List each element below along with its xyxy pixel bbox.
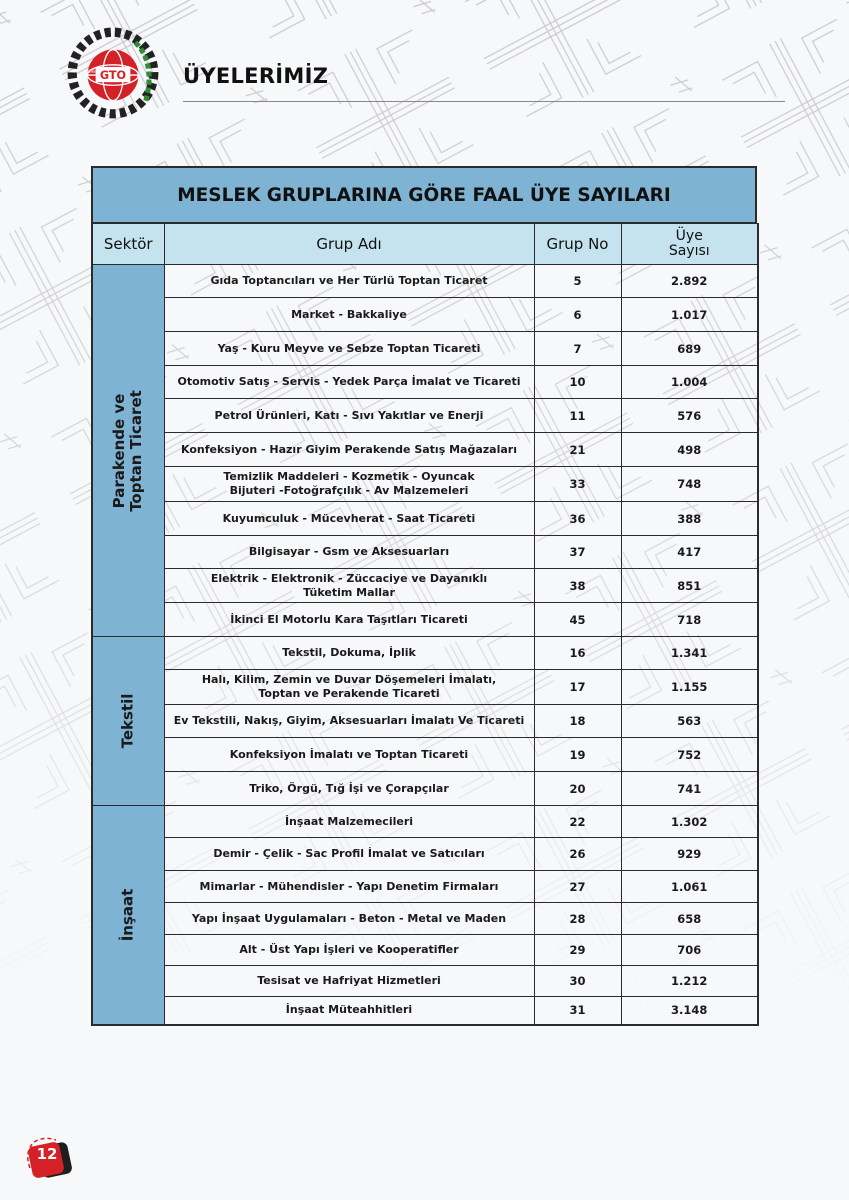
group-name-cell — [164, 603, 534, 637]
group-no-cell: 19 — [534, 738, 621, 772]
group-name-cell — [164, 838, 534, 871]
column-header-group-name: Grup Adı — [164, 224, 534, 265]
group-name-cell — [164, 637, 534, 670]
table-row — [92, 502, 758, 536]
group-name: Kuyumculuk - Mücevherat - Saat Ticareti — [222, 511, 476, 525]
table-row — [92, 569, 758, 603]
member-count-header-line1: Üye — [675, 228, 703, 244]
group-name: Tesisat ve Hafriyat Hizmetleri — [257, 974, 441, 987]
member-count-cell: 388 — [621, 502, 758, 536]
group-name-line2: Tüketim Mallar — [303, 585, 395, 599]
group-name-cell — [164, 966, 534, 997]
group-name: Demir - Çelik - Sac Profil İmalat ve Satıcıları — [213, 847, 485, 860]
group-no-cell: 30 — [534, 966, 621, 997]
group-no-cell: 45 — [534, 603, 621, 637]
group-no-cell: 10 — [534, 366, 621, 399]
member-count-cell: 706 — [621, 935, 758, 966]
group-no-cell: 29 — [534, 935, 621, 966]
group-name: Yaş - Kuru Meyve ve Sebze Toptan Ticareti — [217, 341, 481, 355]
group-name-cell — [164, 298, 534, 332]
group-no-cell: 7 — [534, 332, 621, 366]
group-name: İnşaat Müteahhitleri — [285, 1003, 413, 1017]
page-title: ÜYELERİMİZ — [183, 64, 329, 88]
group-name: Triko, Örgü, Tığ İşi ve Çorapçılar — [249, 781, 449, 795]
group-no-cell: 28 — [534, 903, 621, 935]
member-count-cell: 741 — [621, 772, 758, 806]
group-no-cell: 18 — [534, 705, 621, 738]
member-count-cell: 563 — [621, 705, 758, 738]
table-row — [92, 467, 758, 502]
group-name: İkinci El Motorlu Kara Taşıtları Ticareti — [230, 612, 468, 626]
member-count-cell: 1.341 — [621, 637, 758, 670]
group-name: Konfeksiyon - Hazır Giyim Perakende Satış Mağazaları — [181, 442, 517, 456]
group-name-cell — [164, 871, 534, 903]
group-name: İnşaat Malzemecileri — [284, 814, 414, 828]
member-count-header-line2: Sayısı — [668, 243, 710, 259]
member-count-cell: 1.155 — [621, 670, 758, 705]
member-count-cell: 1.017 — [621, 298, 758, 332]
table-row — [92, 399, 758, 433]
group-name-cell — [164, 399, 534, 433]
member-count-cell: 929 — [621, 838, 758, 871]
member-count-cell: 718 — [621, 603, 758, 637]
page-number: 12 — [36, 1145, 58, 1163]
group-no-cell: 17 — [534, 670, 621, 705]
table-header-row — [92, 224, 758, 265]
group-name: Temizlik Maddeleri - Kozmetik - Oyuncak — [223, 470, 475, 483]
sector-cell — [92, 265, 164, 637]
column-header-group-no: Grup No — [534, 224, 621, 265]
table-row — [92, 670, 758, 705]
group-name: Petrol Ürünleri, Katı - Sıvı Yakıtlar ve Enerji — [214, 408, 484, 422]
group-no-cell: 5 — [534, 265, 621, 298]
group-name: Halı, Kilim, Zemin ve Duvar Döşemeleri İmalatı, — [201, 673, 497, 686]
group-name: Elektrik - Elektronik - Züccaciye ve Dayanıklı — [210, 571, 488, 585]
sector-label-line1: Tekstil — [118, 693, 137, 749]
table-row — [92, 705, 758, 738]
group-name: Konfeksiyon İmalatı ve Toptan Ticareti — [229, 747, 469, 761]
group-no-cell: 26 — [534, 838, 621, 871]
sector-cell — [92, 637, 164, 806]
group-name: Market - Bakkaliye — [291, 307, 407, 321]
group-name: Mimarlar - Mühendisler - Yapı Denetim Firmaları — [199, 879, 499, 893]
sector-label — [120, 888, 137, 941]
sector-label-line1: Parakende ve — [110, 393, 129, 508]
member-count-cell: 851 — [621, 569, 758, 603]
member-count-cell: 1.061 — [621, 871, 758, 903]
sector-label-line1: İnşaat — [118, 888, 137, 942]
group-name-cell — [164, 705, 534, 738]
group-name-cell — [164, 935, 534, 966]
column-header-sector: Sektör — [92, 224, 164, 265]
member-count-cell: 748 — [621, 467, 758, 502]
title-divider — [183, 101, 785, 102]
group-name: Ev Tekstili, Nakış, Giyim, Aksesuarları İmalatı Ve Ticareti — [173, 714, 525, 727]
group-no-cell: 27 — [534, 871, 621, 903]
group-no-cell: 31 — [534, 997, 621, 1025]
group-no-cell: 16 — [534, 637, 621, 670]
table-row — [92, 871, 758, 903]
member-count-cell: 1.004 — [621, 366, 758, 399]
member-grid — [91, 223, 759, 1026]
group-name-cell — [164, 997, 534, 1025]
table-title: MESLEK GRUPLARINA GÖRE FAAL ÜYE SAYILARI — [91, 166, 757, 223]
member-count-cell: 1.302 — [621, 806, 758, 838]
group-no-cell: 22 — [534, 806, 621, 838]
group-no-cell: 36 — [534, 502, 621, 536]
member-count-cell: 689 — [621, 332, 758, 366]
group-name-cell — [164, 772, 534, 806]
sector-label-line2: Toptan Ticaret — [127, 389, 146, 512]
table-row — [92, 935, 758, 966]
group-name-cell — [164, 670, 534, 705]
group-name-line2: Toptan ve Perakende Ticareti — [258, 687, 440, 700]
group-name: Bilgisayar - Gsm ve Aksesuarları — [248, 545, 450, 558]
gto-logo — [62, 22, 164, 124]
table-row — [92, 332, 758, 366]
group-name-cell — [164, 332, 534, 366]
group-name-cell — [164, 569, 534, 603]
group-name-cell — [164, 366, 534, 399]
member-count-cell: 498 — [621, 433, 758, 467]
group-name-cell — [164, 903, 534, 935]
group-no-cell: 37 — [534, 536, 621, 569]
group-name: Gıda Toptancıları ve Her Türlü Toptan Ticaret — [210, 274, 488, 287]
member-count-cell: 1.212 — [621, 966, 758, 997]
group-name: Alt - Üst Yapı İşleri ve Kooperatifler — [239, 943, 459, 956]
group-name-cell — [164, 467, 534, 502]
logo-initials: GTO — [99, 69, 127, 83]
table-row — [92, 772, 758, 806]
table-row — [92, 265, 758, 298]
table-row — [92, 738, 758, 772]
table-row — [92, 806, 758, 838]
group-name-cell — [164, 806, 534, 838]
member-table — [91, 166, 757, 1026]
group-no-cell: 20 — [534, 772, 621, 806]
table-row — [92, 536, 758, 569]
table-row — [92, 966, 758, 997]
member-count-cell: 576 — [621, 399, 758, 433]
group-no-cell: 11 — [534, 399, 621, 433]
group-name-cell — [164, 536, 534, 569]
table-row — [92, 997, 758, 1025]
table-row — [92, 603, 758, 637]
table-row — [92, 366, 758, 399]
group-no-cell: 21 — [534, 433, 621, 467]
table-row — [92, 838, 758, 871]
group-name-cell — [164, 433, 534, 467]
table-row — [92, 433, 758, 467]
group-name: Otomotiv Satış - Servis - Yedek Parça İmalat ve Ticareti — [177, 375, 521, 388]
sector-cell — [92, 806, 164, 1025]
group-name-cell — [164, 265, 534, 298]
member-count-cell: 3.148 — [621, 997, 758, 1025]
sector-label — [120, 694, 137, 749]
group-name: Yapı İnşaat Uygulamaları - Beton - Metal ve Maden — [191, 911, 507, 925]
group-no-cell: 6 — [534, 298, 621, 332]
logo-year: 1898 — [85, 69, 96, 74]
sector-label — [111, 390, 145, 512]
group-name-cell — [164, 502, 534, 536]
member-count-cell: 658 — [621, 903, 758, 935]
member-count-cell: 417 — [621, 536, 758, 569]
column-header-member-count — [621, 224, 758, 265]
member-count-cell: 752 — [621, 738, 758, 772]
group-name: Tekstil, Dokuma, İplik — [282, 646, 416, 659]
group-name-line2: Bijuteri -Fotoğrafçılık - Av Malzemeleri — [229, 484, 469, 497]
table-row — [92, 637, 758, 670]
group-name-cell — [164, 738, 534, 772]
table-row — [92, 298, 758, 332]
group-no-cell: 38 — [534, 569, 621, 603]
member-count-cell: 2.892 — [621, 265, 758, 298]
group-no-cell: 33 — [534, 467, 621, 502]
table-row — [92, 903, 758, 935]
